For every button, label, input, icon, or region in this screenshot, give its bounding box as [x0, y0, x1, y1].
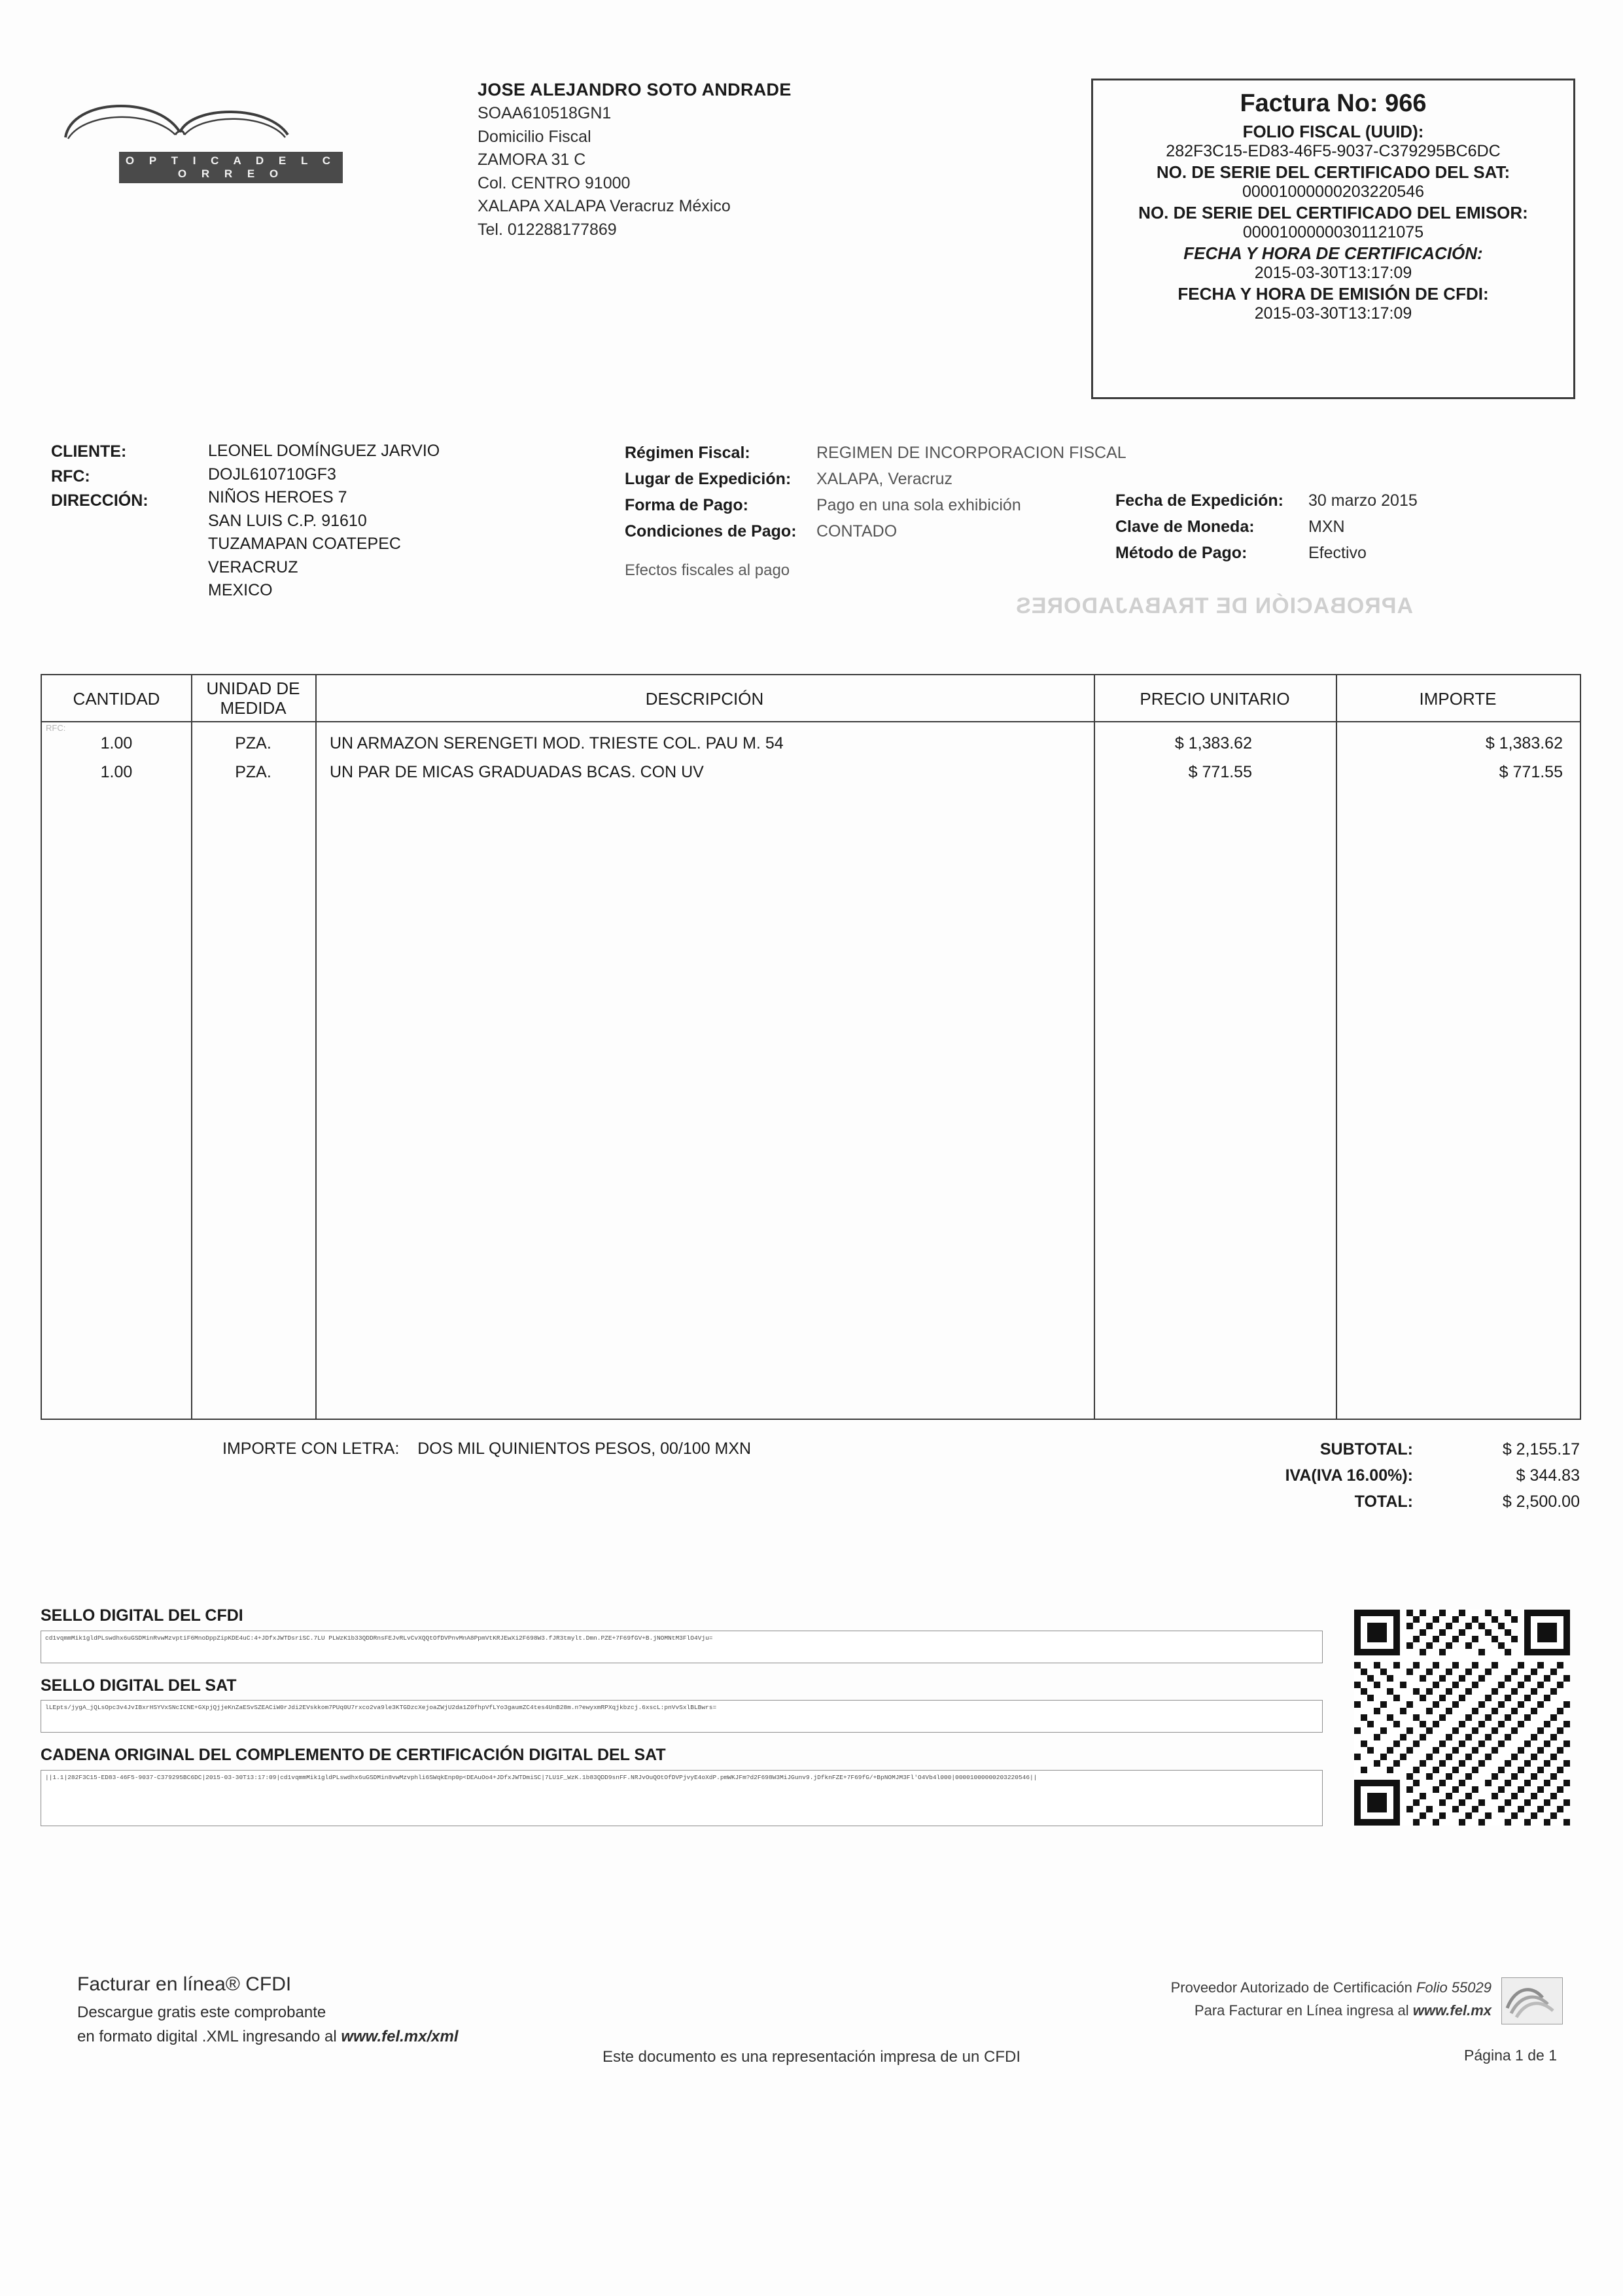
- cadena-original-title: CADENA ORIGINAL DEL COMPLEMENTO DE CERTIFICACIÓN DIGITAL DEL SAT: [41, 1746, 666, 1764]
- emitter-colonia: Col. CENTRO 91000: [478, 173, 631, 192]
- forma-pago-label: Forma de Pago:: [625, 496, 748, 514]
- cell-precio: $ 1,383.62: [1174, 734, 1252, 752]
- footer-note: Este documento es una representación impresa de un CFDI: [602, 2048, 1021, 2066]
- meta-left-labels: [625, 440, 797, 544]
- header-cantidad: CANTIDAD: [73, 688, 160, 709]
- header-unidad-line2: MEDIDA: [220, 698, 287, 718]
- footer-pac-line2: [1047, 1999, 1492, 2022]
- items-table: [41, 674, 1581, 1420]
- cell-importe: $ 1,383.62: [1485, 734, 1563, 752]
- cert-datetime-value: 2015-03-30T13:17:09: [1254, 264, 1412, 282]
- header-unidad-medida: [191, 675, 315, 722]
- qr-code-image: [1354, 1610, 1570, 1826]
- cell-descripcion: UN ARMAZON SERENGETI MOD. TRIESTE COL. PAU M. 54: [330, 734, 784, 752]
- client-address-line: MEXICO: [208, 581, 273, 599]
- cfdi-seal-value: cd1vqmmMik1gldPLswdhx6uGSDMinRvwMzvptiF6MnoDppZipKDE4uC:4+JDfxJWTDsriSC.7LU PLWzK1b33QDDRnsFEJvRLvCvXQQtOfDVPnvMnA8PpmVtKRJEwXi2F698W3.fJR3tmylt.Dmn.PZE+7F69fGV+B.jNOMNtM3FlO4Vju=: [41, 1631, 1323, 1663]
- lugar-expedicion-value: XALAPA, Veracruz: [816, 470, 952, 488]
- forma-pago-value: Pago en una sola exhibición: [816, 496, 1021, 514]
- table-row: [42, 734, 1580, 760]
- table-row: [42, 763, 1580, 789]
- cell-cantidad: 1.00: [100, 734, 133, 752]
- clave-moneda-value: MXN: [1308, 518, 1345, 536]
- efectos-fiscales-note: Efectos fiscales al pago: [625, 561, 790, 579]
- condiciones-pago-value: CONTADO: [816, 522, 898, 540]
- sat-seal-title: SELLO DIGITAL DEL SAT: [41, 1676, 237, 1695]
- emission-datetime-value: 2015-03-30T13:17:09: [1254, 304, 1412, 323]
- header-importe: IMPORTE: [1419, 688, 1497, 709]
- fiscal-data-box: [1091, 79, 1575, 399]
- items-table-body: [42, 722, 1580, 1419]
- meta-right-labels: [1115, 487, 1283, 566]
- client-name: LEONEL DOMÍNGUEZ JARVIO: [208, 442, 440, 460]
- emisor-cert-serial-label: NO. DE SERIE DEL CERTIFICADO DEL EMISOR:: [1138, 203, 1528, 222]
- emitter-domicilio-label: Domicilio Fiscal: [478, 127, 591, 146]
- footer-site-link[interactable]: www.fel.mx: [1412, 2002, 1492, 2019]
- pac-logo-glyph: [1502, 1978, 1561, 2022]
- total-value: $ 2,500.00: [1502, 1492, 1580, 1511]
- iva-label: IVA(IVA 16.00%):: [1285, 1466, 1413, 1485]
- totals-labels: [1230, 1436, 1413, 1515]
- emitter-tel: Tel. 012288177869: [478, 220, 617, 239]
- client-rfc: DOJL610710GF3: [208, 465, 336, 484]
- header-unidad-line1: UNIDAD DE: [206, 679, 300, 699]
- emitter-city: XALAPA XALAPA Veracruz México: [478, 197, 731, 216]
- header-precio-unitario: PRECIO UNITARIO: [1140, 688, 1290, 709]
- client-address-line: TUZAMAPAN COATEPEC: [208, 535, 401, 553]
- regimen-fiscal-label: Régimen Fiscal:: [625, 444, 750, 462]
- footer-pac-line1: [1047, 1976, 1492, 1999]
- amount-in-words: [222, 1439, 751, 1458]
- footer-desc-line1: Descargue gratis este comprobante: [77, 2003, 326, 2021]
- background-stamp: APROBACIÓN DE TRABAJADORES: [1015, 593, 1413, 618]
- meta-right-values: [1308, 487, 1418, 566]
- meta-left-values: [816, 440, 1126, 544]
- sat-cert-serial-label: NO. DE SERIE DEL CERTIFICADO DEL SAT:: [1156, 162, 1510, 182]
- cell-cantidad: 1.00: [100, 763, 133, 781]
- client-address-line: SAN LUIS C.P. 91610: [208, 511, 367, 530]
- footer-pac-folio: Folio 55029: [1416, 1979, 1492, 1996]
- lugar-expedicion-label: Lugar de Expedición:: [625, 470, 792, 488]
- emitter-block: [478, 77, 1027, 241]
- cell-unidad: PZA.: [235, 763, 271, 781]
- emisor-cert-serial-value: 00001000000301121075: [1242, 223, 1424, 241]
- header-descripcion: DESCRIPCIÓN: [645, 688, 764, 709]
- client-values: [208, 440, 440, 603]
- client-address-line: VERACRUZ: [208, 557, 298, 576]
- client-address-line: NIÑOS HEROES 7: [208, 488, 347, 506]
- uuid-label: FOLIO FISCAL (UUID):: [1242, 122, 1424, 141]
- amount-in-words-label: IMPORTE CON LETRA:: [222, 1439, 400, 1458]
- cell-importe: $ 771.55: [1499, 763, 1563, 781]
- footer-xml-link[interactable]: www.fel.mx/xml: [341, 2027, 459, 2045]
- qr-code: [1354, 1610, 1570, 1826]
- items-table-header: [42, 675, 1580, 722]
- total-label: TOTAL:: [1354, 1492, 1413, 1511]
- invoice-number: Factura No: 966: [1240, 90, 1427, 117]
- sat-seal-value: lLEpts/jygA_jQLsOpc3v4JvIBxrHSYVxSNcICNE+GXpjQjjeKnZaESvSZEACiW0rJdi2EVskkom7PUq0U7rxco2va9le3KTGDzcXejoaZWjU2da1Z0fhpVfLYo3gaumZC4tes4UnB28m.n?ewyxmRPXqjkbzcj.6xscL:pnVvSxlBLBwrs=: [41, 1700, 1323, 1733]
- metodo-pago-label: Método de Pago:: [1115, 544, 1248, 562]
- fecha-expedicion-label: Fecha de Expedición:: [1115, 491, 1284, 510]
- scan-artifact: RFC:: [46, 723, 66, 733]
- metodo-pago-value: Efectivo: [1308, 544, 1367, 562]
- footer-pac-text2: Para Facturar en Línea ingresa al: [1194, 2002, 1413, 2019]
- footer-pac-text: Proveedor Autorizado de Certificación: [1170, 1979, 1417, 1996]
- fecha-expedicion-value: 30 marzo 2015: [1308, 491, 1418, 510]
- footer-desc-line2: [77, 2024, 459, 2049]
- cell-precio: $ 771.55: [1188, 763, 1252, 781]
- regimen-fiscal-value: REGIMEN DE INCORPORACION FISCAL: [816, 444, 1126, 462]
- cell-descripcion: UN PAR DE MICAS GRADUADAS BCAS. CON UV: [330, 763, 704, 781]
- pac-logo-icon: [1501, 1977, 1563, 2024]
- cfdi-seal-title: SELLO DIGITAL DEL CFDI: [41, 1606, 243, 1625]
- uuid-value: 282F3C15-ED83-46F5-9037-C379295BC6DC: [1166, 142, 1501, 160]
- cadena-original-value: ||1.1|282F3C15-ED83-46F5-9037-C379295BC6DC|2015-03-30T13:17:09|cd1vqmmMik1gldPLswdhx6uGSDMin8vwMzvphli6SWqkEnp0p<DEAuOo4+JDfxJWTDmiSC|7LU1F_WzK.1b83QDD9snFF.NRJvOuQOtOfDVPjvyE4oXdP.pmWKJFm?d2F698W3MiJGunv9.jDfknFZE+7F69fG/+BpNOMJM3Fl'O4Vb4l000|00001000000203220546||: [41, 1770, 1323, 1826]
- client-label-direccion: DIRECCIÓN:: [51, 491, 148, 510]
- footer-desc-line2-text: en formato digital .XML ingresando al: [77, 2027, 341, 2045]
- sat-cert-serial-value: 00001000000203220546: [1242, 183, 1425, 201]
- company-logo: [59, 92, 337, 180]
- emitter-rfc: SOAA610518GN1: [478, 104, 612, 123]
- footer-brand-block: [77, 1969, 459, 2049]
- footer-brand: Facturar en línea® CFDI: [77, 1973, 292, 1995]
- client-label-rfc: RFC:: [51, 467, 90, 486]
- iva-value: $ 344.83: [1516, 1466, 1580, 1485]
- cell-unidad: PZA.: [235, 734, 271, 752]
- amount-in-words-value: DOS MIL QUINIENTOS PESOS, 00/100 MXN: [417, 1439, 752, 1458]
- client-label-cliente: CLIENTE:: [51, 442, 127, 461]
- client-labels: [51, 440, 148, 514]
- emitter-name: JOSE ALEJANDRO SOTO ANDRADE: [478, 80, 792, 99]
- emitter-street: ZAMORA 31 C: [478, 150, 586, 169]
- cert-datetime-label: FECHA Y HORA DE CERTIFICACIÓN:: [1183, 243, 1483, 263]
- clave-moneda-label: Clave de Moneda:: [1115, 518, 1255, 536]
- subtotal-label: SUBTOTAL:: [1319, 1440, 1413, 1458]
- condiciones-pago-label: Condiciones de Pago:: [625, 522, 797, 540]
- subtotal-value: $ 2,155.17: [1502, 1440, 1580, 1458]
- footer-page-number: Página 1 de 1: [1464, 2047, 1557, 2064]
- emission-datetime-label: FECHA Y HORA DE EMISIÓN DE CFDI:: [1178, 284, 1489, 304]
- footer-pac-block: [1047, 1976, 1492, 2022]
- logo-wordmark: O P T I C A D E L C O R R E O: [119, 152, 343, 183]
- totals-values: [1439, 1436, 1580, 1515]
